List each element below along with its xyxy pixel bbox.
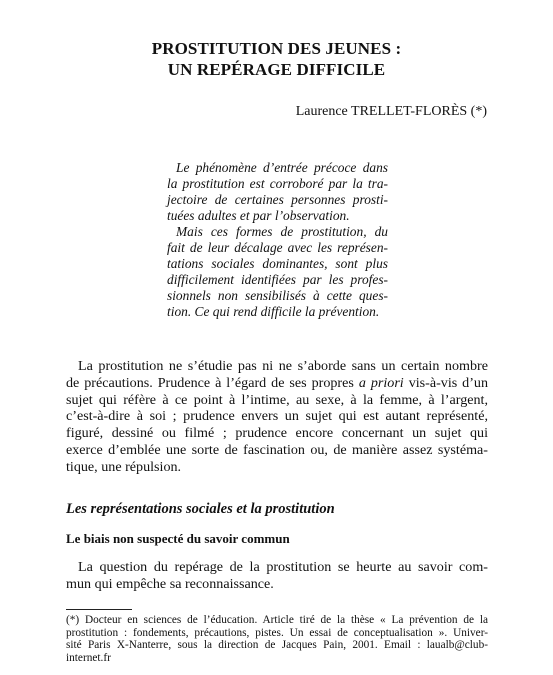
- paragraph-line: La prostitution ne s’étudie pas ni ne s’aborde sans un certain nombre: [78, 358, 488, 374]
- second-paragraph: [66, 559, 488, 593]
- abstract-line: tations sociales dominantes, sont plus: [167, 256, 388, 271]
- abstract-line: tuées adultes et par l’observation.: [167, 208, 350, 223]
- paragraph-line: figuré, dessiné ou filmé ; prudence encore concernant un sujet qui: [66, 425, 488, 442]
- paragraph-line: c’est-à-dire à soi ; prudence envers un sujet qui est autant représenté,: [66, 408, 488, 425]
- paragraph-text: de précautions. Prudence à l’égard de ses propres: [66, 374, 359, 391]
- abstract-line: Mais ces formes de prostitution, du: [176, 224, 388, 239]
- abstract-line: la prostitution est corroboré par la tra-: [167, 176, 388, 191]
- abstract-line: fait de leur décalage avec les représen-: [167, 240, 388, 255]
- footnote-line: (*) Docteur en sciences de l’éducation. Article tiré de la thèse « La prévention de la: [66, 614, 488, 626]
- footnote-line: internet.fr: [66, 651, 111, 664]
- paragraph-text: vis-à-vis d’un: [403, 374, 489, 391]
- footnote: [66, 614, 488, 664]
- article-title-line-2: UN REPÉRAGE DIFFICILE: [167, 60, 386, 79]
- abstract-line: Le phénomène d’entrée précoce dans: [176, 160, 388, 175]
- section-heading: Les représentations sociales et la prostitution: [66, 501, 335, 517]
- footnote-line: prostitution : fondements, précautions, pistes. Un essai de conceptualisation ». Univer-: [66, 626, 488, 639]
- abstract-line: tion. Ce qui rend difficile la prévention.: [167, 304, 380, 319]
- paragraph-line: tique, une répulsion.: [66, 458, 182, 475]
- italic-term: a priori: [358, 374, 404, 391]
- subsection-heading: Le biais non suspecté du savoir commun: [66, 531, 290, 546]
- article-title-line-1: PROSTITUTION DES JEUNES :: [151, 39, 402, 58]
- paragraph-line: [66, 375, 488, 392]
- abstract: [167, 160, 388, 320]
- author-name: Laurence TRELLET-FLORÈS (*): [295, 104, 487, 119]
- paragraph-line: exerce d’emblée une sorte de fascination ou, de manière assez systéma-: [66, 441, 488, 458]
- paragraph-line: sujet qui réfère à ce point à l’intime, au sexe, à la femme, à l’argent,: [66, 391, 488, 408]
- intro-paragraph: [66, 358, 488, 476]
- paragraph-line: mun qui empêche sa reconnaissance.: [66, 575, 274, 592]
- abstract-line: sionnels non sensibilisés à cette ques-: [167, 288, 388, 303]
- footnote-divider: [66, 609, 132, 610]
- abstract-line: difficilement identifiées par les profes-: [167, 272, 388, 287]
- abstract-line: jectoire de certaines personnes prosti-: [167, 192, 388, 207]
- footnote-line: sité Paris X-Nanterre, sous la direction de Jacques Pain, 2001. Email : laualb@club-: [66, 639, 488, 651]
- paragraph-line: La question du repérage de la prostitution se heurte au savoir com-: [78, 559, 488, 575]
